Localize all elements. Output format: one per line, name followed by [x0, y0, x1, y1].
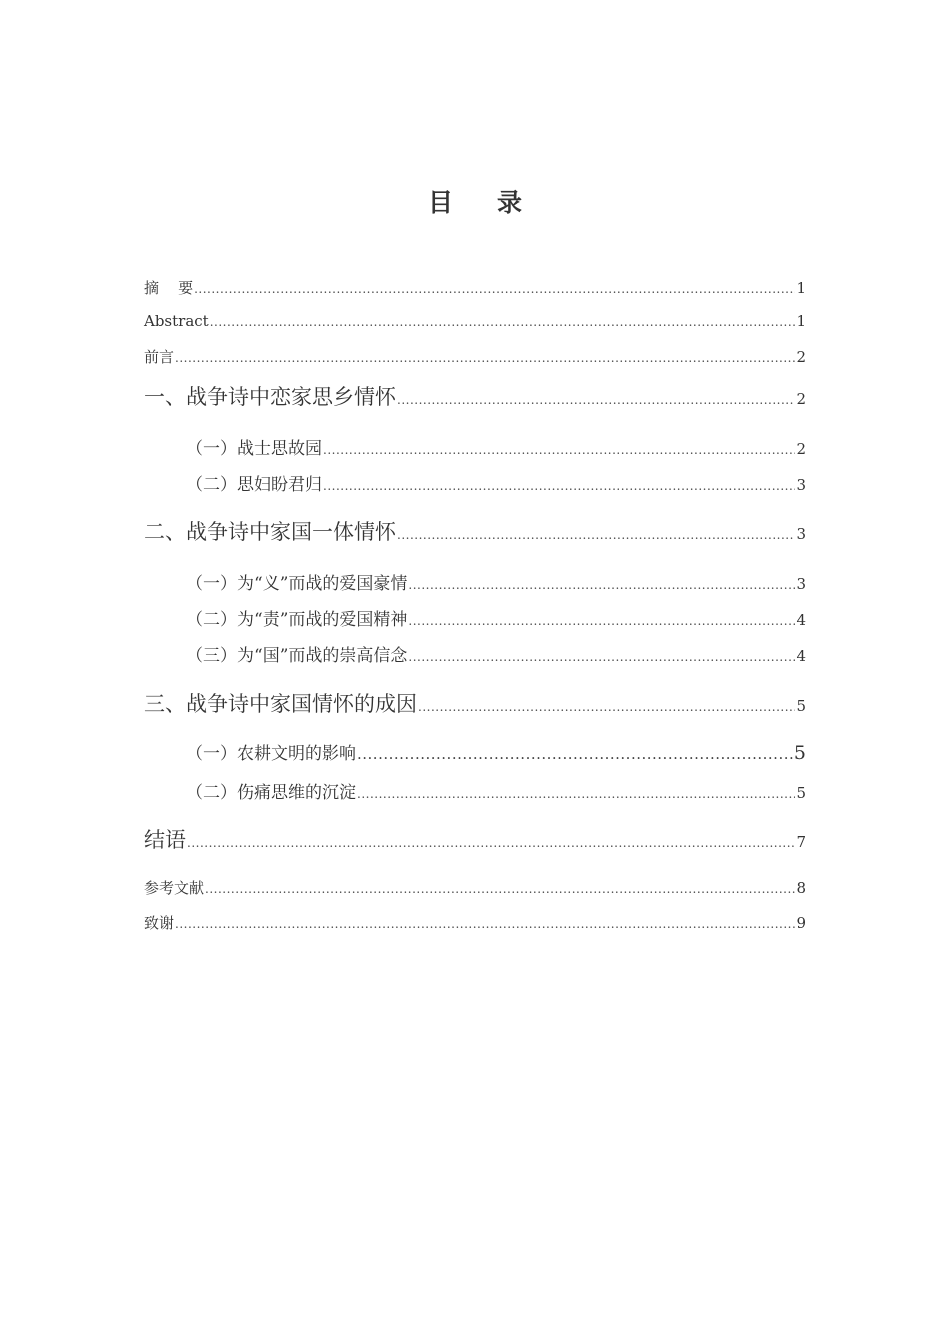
- dot-leader: [357, 745, 793, 763]
- toc-entry-section-2-2[interactable]: [186, 605, 806, 630]
- dot-leader: [397, 528, 795, 542]
- dot-leader: [408, 614, 795, 628]
- toc-entry-label: 前言: [144, 348, 175, 366]
- toc-page-number: 9: [796, 914, 806, 932]
- toc-page-number: 5: [796, 697, 806, 715]
- toc-entry-section-2-1[interactable]: [186, 569, 806, 594]
- toc-page-number: 2: [796, 390, 806, 408]
- toc-entry-section-1-1[interactable]: [186, 434, 806, 459]
- dot-leader: [210, 315, 796, 329]
- toc-entry-abstract-cn[interactable]: [144, 277, 806, 298]
- dot-leader: [175, 351, 795, 365]
- toc-entry-chapter-1[interactable]: [144, 381, 806, 411]
- dot-leader: [323, 443, 795, 457]
- toc-entry-section-1-2[interactable]: [186, 470, 806, 495]
- toc-entry-label: 致谢: [144, 914, 175, 932]
- toc-entry-label: 摘 要: [144, 279, 194, 297]
- dot-leader: [408, 578, 795, 592]
- toc-page-number: 8: [796, 879, 806, 897]
- toc-page-number: 1: [796, 312, 806, 330]
- toc-entry-label: 二、战争诗中家国一体情怀: [144, 520, 396, 544]
- toc-entry-label: （二）思妇盼君归: [186, 475, 322, 495]
- dot-leader: [194, 282, 795, 296]
- toc-page-number: 2: [796, 440, 806, 458]
- toc-entry-references[interactable]: [144, 877, 806, 898]
- dot-leader: [323, 479, 795, 493]
- dot-leader: [187, 836, 795, 850]
- dot-leader: [408, 650, 795, 664]
- toc-entry-label: Abstract: [144, 312, 209, 330]
- toc-entry-label: （二）为“责”而战的爱国精神: [186, 610, 408, 630]
- toc-entry-chapter-2[interactable]: [144, 516, 806, 546]
- toc-page-number: 3: [796, 476, 806, 494]
- toc-entry-chapter-3[interactable]: [144, 688, 806, 718]
- toc-page-number: 4: [796, 611, 806, 629]
- toc-entry-section-3-1[interactable]: [186, 739, 806, 764]
- toc-title: 目录: [427, 188, 566, 217]
- dot-leader: [175, 917, 795, 931]
- toc-page-number: 3: [796, 525, 806, 543]
- table-of-contents: [144, 0, 806, 1344]
- toc-entry-label: （三）为“国”而战的崇高信念: [186, 646, 408, 666]
- toc-entry-acknowledgements[interactable]: [144, 912, 806, 933]
- dot-leader: [357, 787, 795, 801]
- toc-entry-section-2-3[interactable]: [186, 641, 806, 666]
- dot-leader: [397, 393, 795, 407]
- toc-page-number: 4: [796, 647, 806, 665]
- toc-entry-abstract-en[interactable]: [144, 312, 806, 330]
- toc-entry-label: 一、战争诗中恋家思乡情怀: [144, 385, 396, 409]
- toc-page-number: 2: [796, 348, 806, 366]
- toc-entry-label: （一）农耕文明的影响: [186, 744, 356, 764]
- toc-entry-label: 参考文献: [144, 879, 205, 897]
- toc-entry-label: 三、战争诗中家国情怀的成因: [144, 692, 417, 716]
- toc-entry-preface[interactable]: [144, 346, 806, 367]
- toc-entry-label: 结语: [144, 828, 186, 852]
- toc-page-number: 5: [796, 784, 806, 802]
- toc-entry-label: （一）为“义”而战的爱国豪情: [186, 574, 408, 594]
- toc-page-number: 5: [793, 742, 806, 764]
- toc-entry-conclusion[interactable]: [144, 824, 806, 854]
- dot-leader: [418, 700, 795, 714]
- toc-entry-label: （二）伤痛思维的沉淀: [186, 783, 356, 803]
- toc-page-number: 3: [796, 575, 806, 593]
- toc-entry-label: （一）战士思故园: [186, 439, 322, 459]
- toc-page-number: 1: [796, 279, 806, 297]
- toc-page-number: 7: [796, 833, 806, 851]
- dot-leader: [205, 882, 795, 896]
- toc-entry-section-3-2[interactable]: [186, 778, 806, 803]
